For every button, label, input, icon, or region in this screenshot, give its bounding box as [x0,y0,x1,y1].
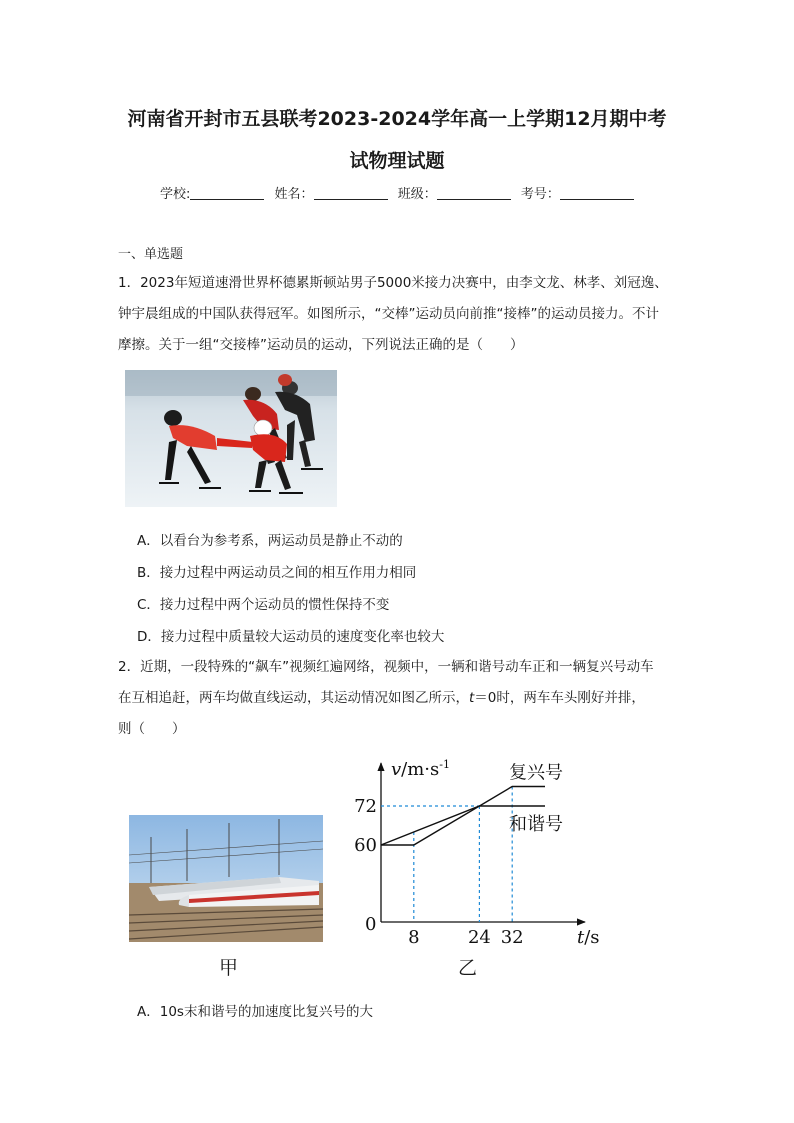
class-field[interactable] [437,187,511,200]
q2-option-a[interactable]: A．10s末和谐号的加速度比复兴号的大 [137,1004,373,1020]
x-axis-label: t/s [577,927,600,948]
trains-photo [129,815,323,942]
exam-no-field[interactable] [560,187,634,200]
exam-title-line2: 试物理试题 [349,150,445,172]
name-label: 姓名： [274,187,314,202]
q1-option-d[interactable]: D．接力过程中质量较大运动员的速度变化率也较大 [137,629,445,645]
x-tick-32: 32 [500,927,524,948]
speed-skating-photo [125,370,337,507]
exam-title-line1: 河南省开封市五县联考2023-2024学年高一上学期12月期中考 [127,108,667,130]
q1-option-b[interactable]: B．接力过程中两运动员之间的相互作用力相同 [137,565,417,581]
figure-caption-jia: 甲 [219,957,239,979]
section-title: 一、单选题 [118,247,184,262]
series-label-0: 复兴号 [509,762,563,784]
q1-option-a[interactable]: A．以看台为参考系，两运动员是静止不动的 [137,533,403,549]
q2-line3: 则（ ） [118,721,186,737]
q2-line2 [118,686,678,706]
q2-line2-part1: 在互相追赶，两车均做直线运动，其运动情况如图乙所示， [118,690,469,706]
y-tick-60: 60 [354,835,377,856]
q1-line2: 钟宇晨组成的中国队获得冠军。如图所示，“交棒”运动员向前推“接棒”的运动员接力。不计 [118,306,659,322]
x-tick-8: 8 [408,927,420,948]
y-tick-72: 72 [354,796,377,817]
q2-line1: 2．近期，一段特殊的“飙车”视频红遍网络，视频中，一辆和谐号动车正和一辆复兴号动车 [118,659,654,675]
student-info-row [160,183,640,202]
q2-time-var: t [469,690,475,706]
q2-line2-part2: ＝0时，两车车头刚好并排， [474,690,645,706]
q1-option-c[interactable]: C．接力过程中两个运动员的惯性保持不变 [137,597,390,613]
series-label-1: 和谐号 [509,814,563,835]
velocity-time-chart [345,755,610,980]
school-field[interactable] [190,187,264,200]
school-label: 学校: [160,187,191,202]
x-tick-24: 24 [467,927,491,948]
exam-no-label: 考号： [520,187,560,202]
class-label: 班级： [397,187,437,202]
y-axis-label: $v/m\cdot s^{-1}$ [391,758,450,780]
figure-caption-yi: 乙 [458,957,478,979]
q1-line3: 摩擦。关于一组“交接棒”运动员的运动，下列说法正确的是（ ） [118,337,524,353]
name-field[interactable] [314,187,388,200]
q1-line1: 1．2023年短道速滑世界杯德累斯顿站男子5000米接力决赛中，由李文龙、林孝、刘冠逸、 [118,275,668,291]
origin-label: 0 [365,914,377,935]
